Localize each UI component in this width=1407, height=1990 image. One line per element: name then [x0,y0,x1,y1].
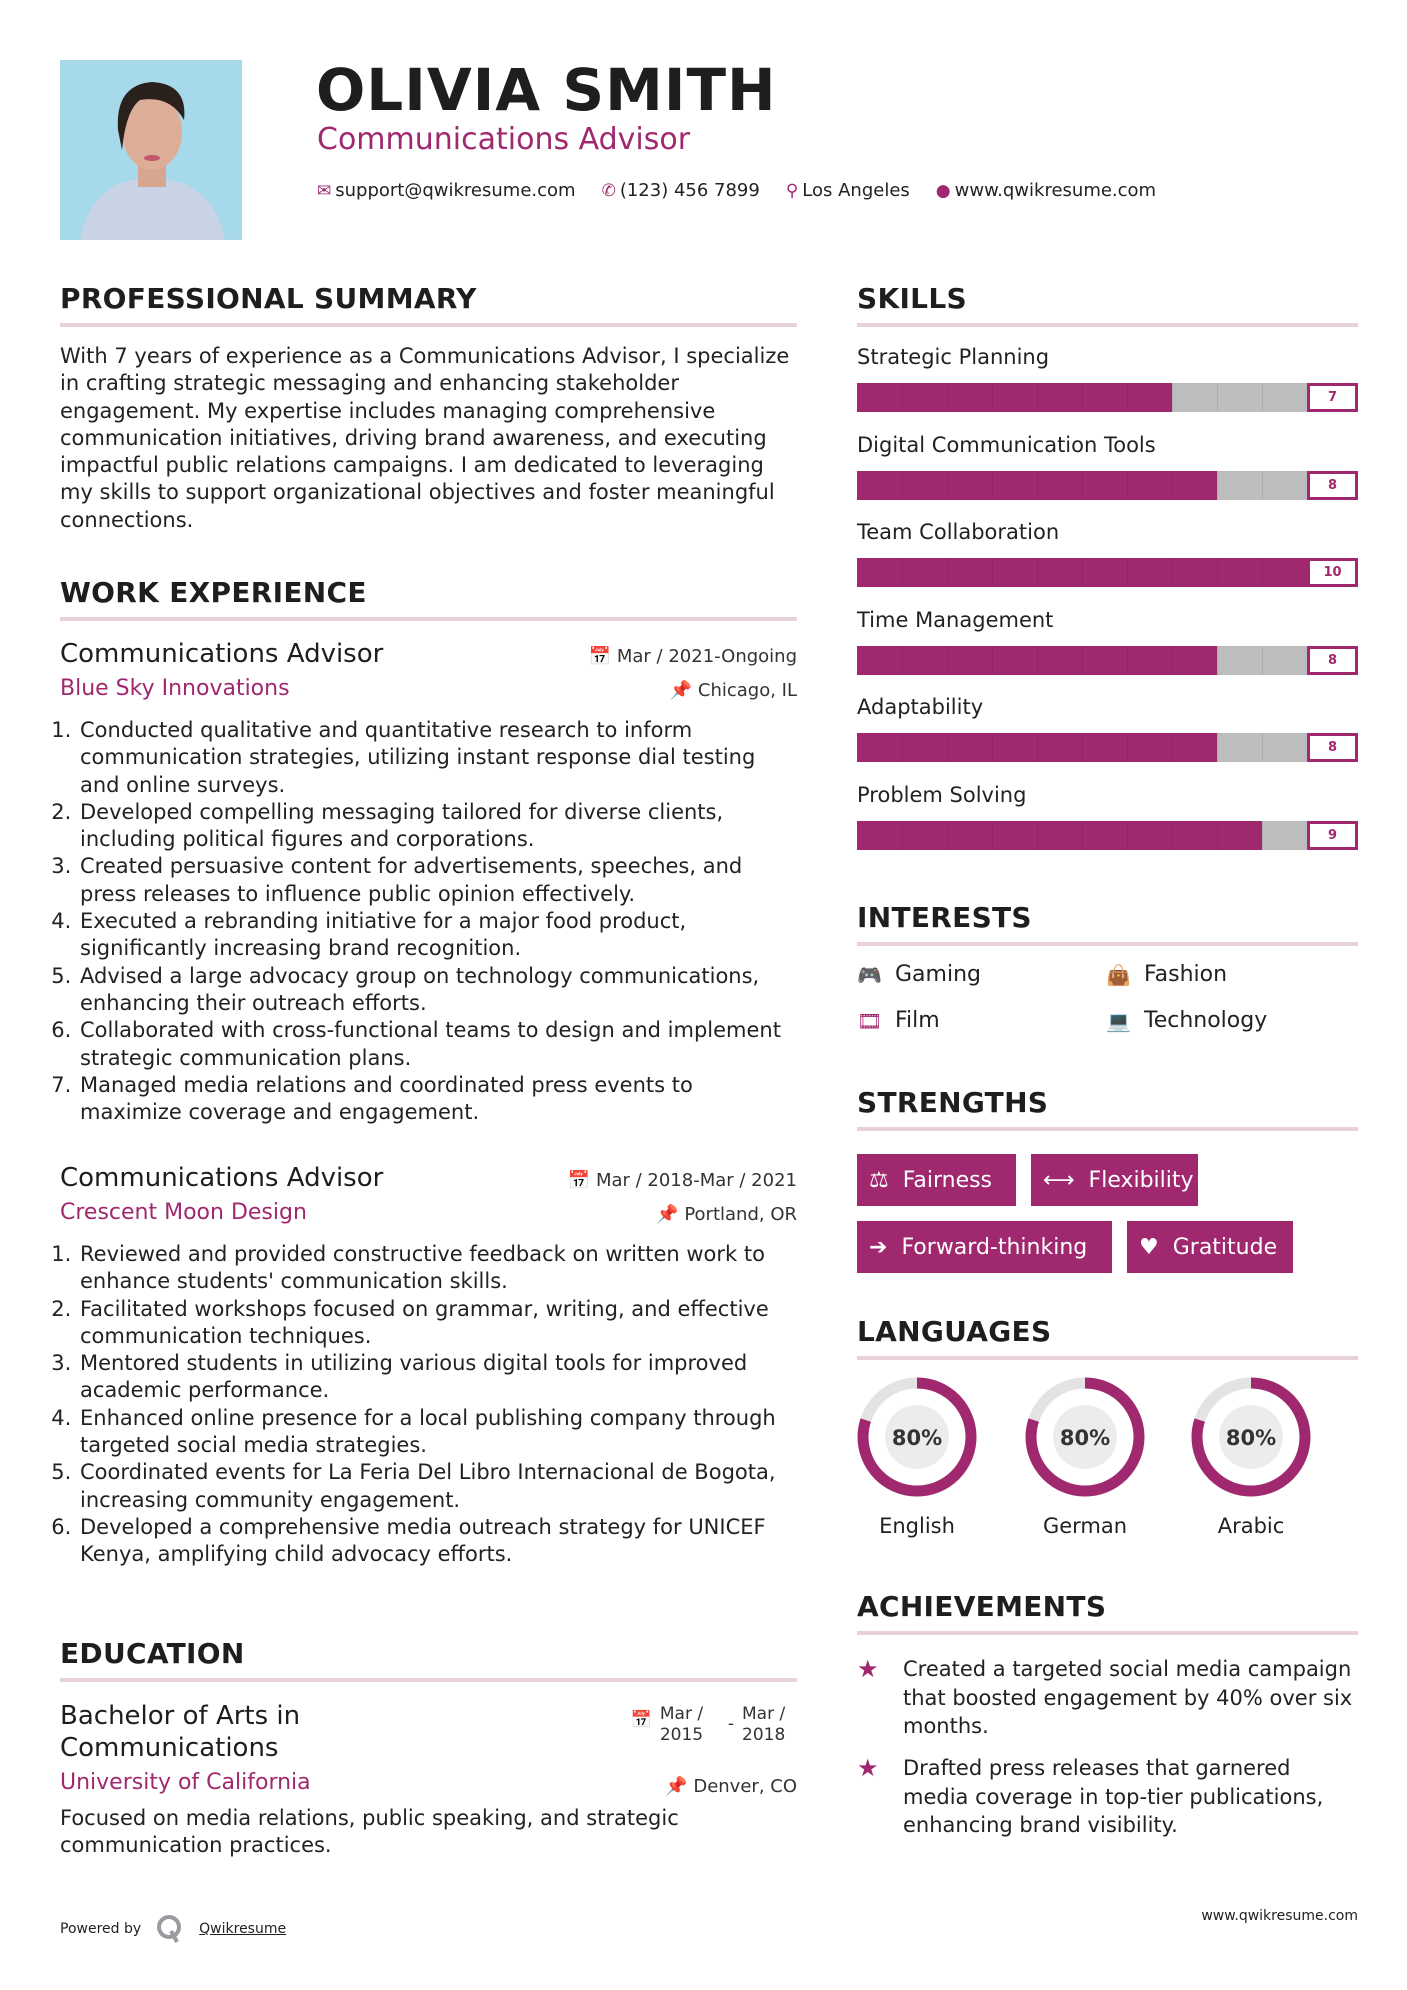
thumbtack-icon: 📌 [669,680,698,701]
bar-segment-divider [1037,383,1038,412]
job-title: Communications Advisor [60,1163,384,1193]
bar-segment-divider [1217,383,1218,412]
qwikresume-logo-icon [155,1914,185,1944]
bar-segment-divider [947,646,948,675]
bar-segment-divider [992,821,993,850]
section-divider [857,323,1358,327]
star-icon: ★ [857,1655,879,1683]
bar-segment-divider [1082,383,1083,412]
strengths-section [857,1086,1358,1131]
strength-badge [1031,1154,1198,1206]
bar-segment-divider [1172,733,1173,762]
website-text: www.qwikresume.com [954,180,1157,201]
interest-label: Technology [1144,1008,1268,1033]
bar-segment-divider [947,558,948,587]
bar-segment-divider [1172,471,1173,500]
footer-url[interactable]: www.qwikresume.com [1201,1908,1358,1924]
bar-segment-divider [1217,646,1218,675]
bar-segment-divider [1037,646,1038,675]
bar-segment-divider [902,646,903,675]
skill-name: Digital Communication Tools [857,432,1156,457]
location-text: Denver, CO [693,1776,797,1797]
bar-segment-divider [1262,558,1263,587]
bar-segment-divider [1127,558,1128,587]
bar-segment-divider [1172,821,1173,850]
job-title: Communications Advisor [60,639,384,669]
bar-segment-divider [1262,383,1263,412]
calendar-icon: 📅 [588,646,617,667]
location-text: Chicago, IL [697,680,797,701]
skill-bar [857,383,1358,412]
skill-item [857,693,1358,762]
skill-value: 10 [1307,558,1358,587]
laptop-icon: 💻 [1106,1008,1131,1033]
job-location [670,680,797,701]
interests-section [857,901,1358,946]
bar-segment-divider [947,821,948,850]
bar-segment-divider [1127,733,1128,762]
bar-segment-divider [902,733,903,762]
bar-segment-divider [1217,733,1218,762]
interest-item [1106,1008,1267,1033]
bar-segment-divider [947,733,948,762]
skill-item [857,431,1358,500]
job-date [589,646,797,667]
bullet-item: 2. Developed compelling messaging tailored for diverse clients, including political figures and corporations. [78,799,797,854]
achievement-text: Created a targeted social media campaign that boosted engagement by 40% over six months. [903,1657,1353,1738]
section-divider [857,942,1358,946]
job-entry [60,638,797,1126]
section-divider [60,1678,797,1682]
interest-item [857,1008,940,1033]
job-bullets [60,717,797,1126]
strength-badge [1127,1221,1293,1273]
bar-segment-divider [1172,558,1173,587]
bar-segment-divider [1037,471,1038,500]
section-heading: STRENGTHS [857,1086,1049,1119]
skill-name: Adaptability [857,695,984,720]
strength-label: Flexibility [1088,1167,1194,1193]
language-donut [1186,1376,1316,1500]
skill-bar [857,733,1358,762]
achievement-item [857,1655,1358,1741]
job-entry [60,1162,797,1569]
skill-value: 7 [1307,383,1358,412]
education-location [665,1776,797,1797]
contact-email[interactable] [317,180,576,201]
summary-section [60,282,797,534]
heart-icon: ♥ [1139,1234,1159,1260]
language-item [1020,1376,1150,1538]
location-text: Portland, OR [684,1204,797,1225]
bar-segment-divider [1082,646,1083,675]
phone-icon: ✆ [601,180,616,201]
section-heading: EDUCATION [60,1637,245,1670]
bar-segment-divider [1217,471,1218,500]
skill-bar-fill [857,383,1172,412]
work-section [60,576,797,621]
skill-bar [857,471,1358,500]
end-date: Mar / 2018 [742,1704,786,1745]
date-separator: - [727,1714,734,1734]
strength-label: Gratitude [1172,1234,1278,1260]
bar-segment-divider [1127,646,1128,675]
school-name: University of California [60,1770,311,1795]
phone-text: (123) 456 7899 [619,180,760,201]
summary-text: With 7 years of experience as a Communications Advisor, I specialize in crafting strategic messaging and enhancing stakeholder engagement. My expertise includes managing comprehensive communication initiatives, driving brand awareness, and executing impactful public relations campaigns. I am dedicated to leveraging my skills to support organizational objectives and foster meaningful connections. [60,344,790,532]
bar-segment-divider [1037,558,1038,587]
bar-segment-divider [902,383,903,412]
skill-value: 8 [1307,646,1358,675]
section-heading: SKILLS [857,282,967,315]
achievements-section [857,1590,1358,1635]
skill-item [857,343,1358,412]
skill-item [857,518,1358,587]
job-date [568,1170,797,1191]
bullet-item: 5. Coordinated events for La Feria Del Libro Internacional de Bogota, increasing community engagement. [78,1459,797,1514]
company-name: Blue Sky Innovations [60,676,290,701]
section-heading: ACHIEVEMENTS [857,1590,1107,1623]
bullet-item: 3. Mentored students in utilizing various digital tools for improved academic performance. [78,1350,797,1405]
bar-segment-divider [1127,471,1128,500]
bar-segment-divider [1172,383,1173,412]
bar-segment-divider [1037,821,1038,850]
map-marker-icon: ⚲ [785,180,799,201]
section-heading: PROFESSIONAL SUMMARY [60,282,477,315]
qwikresume-link[interactable]: Qwikresume [199,1921,287,1937]
thumbtack-icon: 📌 [665,1776,694,1797]
language-donut [852,1376,982,1500]
globe-icon: ● [935,180,951,201]
bar-segment-divider [1082,733,1083,762]
bar-segment-divider [1127,821,1128,850]
skill-name: Time Management [857,607,1054,632]
section-heading: INTERESTS [857,901,1032,934]
interest-label: Film [895,1008,940,1033]
languages-section [857,1315,1358,1360]
section-divider [60,323,797,327]
bar-segment-divider [1172,646,1173,675]
bar-segment-divider [1082,821,1083,850]
calendar-icon: 📅 [630,1710,652,1730]
thumbtack-icon: 📌 [656,1204,685,1225]
bar-segment-divider [1082,471,1083,500]
bullet-item: 1. Conducted qualitative and quantitative research to inform communication strategies, utilizing instant response dial testing and online surveys. [78,717,797,799]
language-donut [1020,1376,1150,1500]
skills-section [857,282,1358,327]
location-text: Los Angeles [802,180,910,201]
envelope-icon: ✉ [317,180,332,201]
skill-bar [857,821,1358,850]
job-location [656,1204,797,1225]
bar-segment-divider [1082,558,1083,587]
bar-segment-divider [992,733,993,762]
interest-label: Gaming [895,962,981,987]
bar-segment-divider [947,471,948,500]
bar-segment-divider [902,558,903,587]
section-divider [857,1631,1358,1635]
bullet-item: 7. Managed media relations and coordinated press events to maximize coverage and engagement. [78,1072,797,1127]
bullet-item: 4. Executed a rebranding initiative for a major food product, significantly increasing brand recognition. [78,908,797,963]
bar-segment-divider [1217,821,1218,850]
date-text: Mar / 2021-Ongoing [616,646,797,667]
achievement-item [857,1754,1358,1840]
language-name: German [1042,1514,1128,1538]
strength-label: Fairness [902,1167,993,1193]
language-percent: 80% [891,1426,943,1450]
shopping-bag-icon: 👜 [1106,962,1131,987]
language-name: English [879,1514,955,1538]
skill-name: Team Collaboration [857,520,1060,545]
skill-value: 8 [1307,733,1358,762]
balance-scale-icon: ⚖ [869,1167,889,1193]
contact-bar [317,180,1170,201]
footer-powered-by [60,1914,286,1944]
bullet-item: 5. Advised a large advocacy group on technology communications, enhancing their outreach efforts. [78,963,797,1018]
interest-item [1106,962,1227,987]
bullet-item: 6. Developed a comprehensive media outreach strategy for UNICEF Kenya, amplifying child advocacy efforts. [78,1514,797,1569]
section-divider [857,1356,1358,1360]
interest-item [857,962,981,987]
section-heading: WORK EXPERIENCE [60,576,367,609]
language-name: Arabic [1217,1514,1285,1538]
bullet-item: 4. Enhanced online presence for a local publishing company through targeted social media strategies. [78,1405,797,1460]
skill-item [857,606,1358,675]
skills-list [857,343,1358,883]
contact-phone[interactable] [602,180,760,201]
start-date: Mar / 2015 [659,1704,704,1745]
education-section [60,1637,797,1682]
bar-segment-divider [1262,646,1263,675]
profile-photo [60,60,242,240]
arrow-right-icon: ➔ [869,1234,888,1260]
section-divider [60,617,797,621]
bullet-item: 6. Collaborated with cross-functional teams to design and implement strategic communication plans. [78,1017,797,1072]
skill-name: Strategic Planning [857,345,1050,369]
skill-value: 9 [1307,821,1358,850]
skill-value: 8 [1307,471,1358,500]
strength-label: Forward-thinking [901,1234,1088,1260]
education-entry [60,1700,797,1860]
bar-segment-divider [992,471,993,500]
language-item [1186,1376,1316,1538]
achievement-text: Drafted press releases that garnered media coverage in top-tier publications, enhancing brand visibility. [903,1756,1324,1837]
bullet-item: 3. Created persuasive content for advertisements, speeches, and press releases to influence public opinion effectively. [78,853,797,908]
education-date [631,1704,797,1746]
interest-label: Fashion [1144,962,1228,987]
language-percent: 80% [1059,1426,1111,1450]
skill-name: Problem Solving [857,783,1027,807]
bar-segment-divider [1217,558,1218,587]
candidate-title: Communications Advisor [317,122,691,157]
bar-segment-divider [947,383,948,412]
bullet-item: 2. Facilitated workshops focused on grammar, writing, and effective communication techniques. [78,1296,797,1351]
bar-segment-divider [902,471,903,500]
arrows-h-icon: ⟷ [1043,1167,1075,1193]
bar-segment-divider [1262,471,1263,500]
bar-segment-divider [902,821,903,850]
contact-website[interactable] [936,180,1156,201]
bar-segment-divider [992,383,993,412]
language-item [852,1376,982,1538]
star-icon: ★ [857,1754,879,1782]
strength-badge [857,1221,1112,1273]
bar-segment-divider [1262,821,1263,850]
bar-segment-divider [1262,733,1263,762]
skill-bar [857,558,1358,587]
candidate-name: OLIVIA SMITH [316,56,777,124]
section-heading: LANGUAGES [857,1315,1052,1348]
job-bullets [60,1241,797,1569]
bar-segment-divider [992,558,993,587]
calendar-icon: 📅 [567,1170,596,1191]
company-name: Crescent Moon Design [60,1200,307,1225]
bar-segment-divider [1127,383,1128,412]
bullet-item: 1. Reviewed and provided constructive feedback on written work to enhance students' communication skills. [78,1241,797,1296]
contact-location [786,180,910,201]
skill-item [857,781,1358,850]
skill-bar-fill [857,821,1262,850]
bar-segment-divider [992,646,993,675]
powered-by-text: Powered by [60,1921,142,1937]
film-icon: 🎞 [857,1008,883,1033]
education-description: Focused on media relations, public speaking, and strategic communication practices. [60,1806,679,1858]
strength-badge [857,1154,1016,1206]
degree: Bachelor of Arts in Communications [60,1701,301,1763]
email-text: support@qwikresume.com [335,180,576,201]
language-percent: 80% [1225,1426,1277,1450]
section-divider [857,1127,1358,1131]
bar-segment-divider [1037,733,1038,762]
date-text: Mar / 2018-Mar / 2021 [595,1170,797,1191]
skill-bar [857,646,1358,675]
gamepad-icon: 🎮 [857,962,882,987]
